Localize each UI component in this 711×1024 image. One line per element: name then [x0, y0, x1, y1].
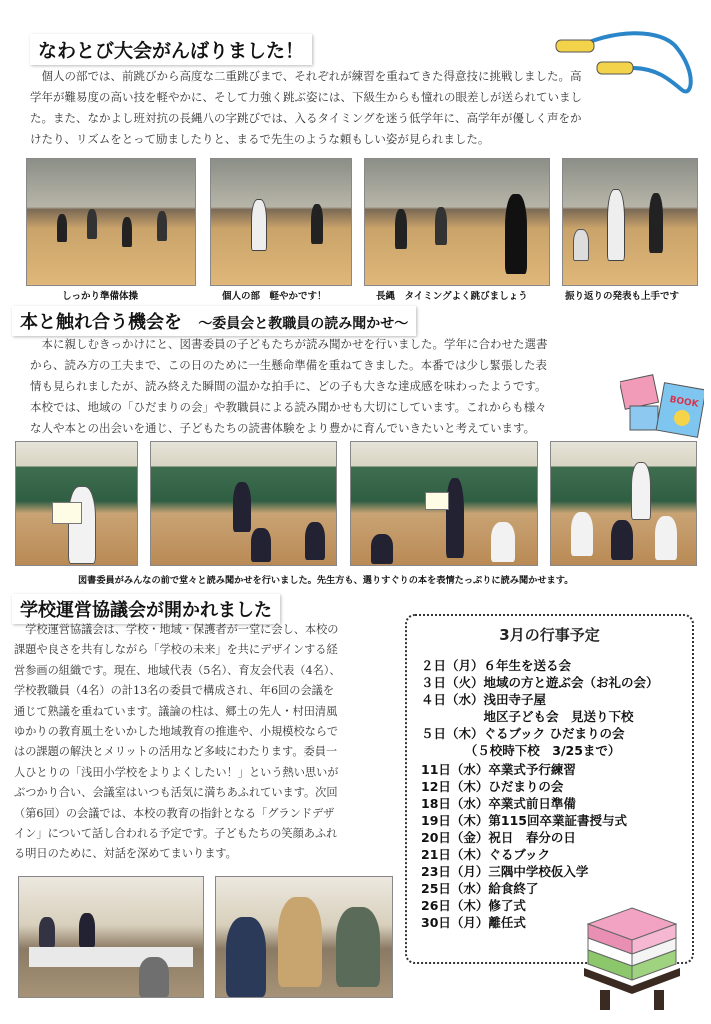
photo-council-meeting-1 — [18, 876, 204, 998]
photo-reflection — [562, 158, 698, 286]
schedule-row: ４日（水）浅田寺子屋 — [421, 692, 547, 707]
schedule-row: （５校時下校 3/25まで） — [421, 743, 621, 758]
section1-text: 個人の部では、前跳びから高度な二重跳びまで、それぞれが練習を重ねてきた得意技に挑戦しました。高 学年が難易度の高い技を軽やかに、そして力強く跳ぶ姿には、下級生からも憧れの眼差しが送られていまし た。また、なかよし班対抗の長縄八の字跳びでは、入るタイミングを迷う低学年に、高学年が優しく声をか けたり、リズムをとって励ましたりと、まるで先生のような頼もしい姿が見られました。 — [30, 69, 582, 146]
section2-text: 本に親しむきっかけにと、図書委員の子どもたちが読み聞かせを行いました。学年に合わせた選書 から、読み方の工夫まで、この日のために一生懸命準備を重ねてきました。本番では少し緊張した表 情も見られましたが、読み終えた瞬間の温かな拍手に、どの子も大きな達成感を味わったようです。 本校では、地域の「ひだまりの会」や教職員による読み聞かせも大切にしています。これからも様々 な人や本との出会いを通じ、子どもたちの読書体験をより豊かに育んでいきたいと考えています。 — [30, 337, 548, 435]
section2-title — [12, 306, 416, 336]
photo-council-meeting-2 — [215, 876, 393, 998]
schedule-row: 25日（水）給食終了 — [421, 881, 539, 896]
books-icon — [620, 368, 704, 438]
caption-individual: 個人の部 軽やかです！ — [222, 291, 327, 302]
schedule-row: 23日（月）三隅中学校仮入学 — [421, 864, 589, 879]
schedule-row: 地区子ども会 見送り下校 — [421, 709, 634, 724]
photo-library-reading-2 — [150, 441, 337, 566]
photo-teacher-reading — [550, 441, 697, 566]
photo-long-rope — [364, 158, 550, 286]
photo-library-reading-1 — [15, 441, 138, 566]
section2-subtitle: ～委員会と教職員の読み聞かせ～ — [198, 316, 409, 332]
schedule-row: 21日（木）ぐるブック — [421, 847, 551, 862]
caption-reflection: 振り返りの発表も上手です — [565, 291, 680, 302]
schedule-row: 18日（水）卒業式前日準備 — [421, 796, 576, 811]
section3-text: 学校運営協議会は、学校・地域・保護者が一堂に会し、本校の 課題や良さを共有しながら「学校の未来」を共にデザインする経 営参画の組織です。現在、地域代表（5名）、育友会代表（4名）、 学校教職員（4名）の計13名の委員で構成され、年6回の会議を 通じて熟議を重ねています。議論の柱は、郷土の先人・村田清風 ゆかりの教育風土をいかした地域教育の推進や、小規模校ならで はの課題の解決とメリットの活用など多岐にわたります。委員一 人ひとりの「浅田小学校をよりよくしたい！」という熱い思いが ぶつかり合い、会議室はいつも活気に満ちあふれています。次回 （第6回）の会議では、本校の教育の指針となる「グランドデザ イン」について話し合われる予定です。子どもたちの笑顔あふれ る明日のために、対話を深めてまいります。 — [14, 623, 341, 861]
books-icon-label: BOOK — [668, 394, 700, 410]
photo-individual — [210, 158, 352, 286]
schedule-row: 26日（木）修了式 — [421, 898, 526, 913]
schedule-title: 3月の行事予定 — [499, 626, 600, 644]
schedule-row: 12日（木）ひだまりの会 — [421, 779, 564, 794]
photo-library-reading-3 — [350, 441, 538, 566]
caption-warmup: しっかり準備体操 — [62, 291, 139, 302]
section3-title: 学校運営協議会が開かれました — [12, 594, 280, 624]
schedule-row: 11日（水）卒業式予行練習 — [421, 762, 576, 777]
hishimochi-icon — [576, 902, 688, 1014]
photo-warmup — [26, 158, 196, 286]
schedule-row: 19日（木）第115回卒業証書授与式 — [421, 813, 627, 828]
section1-title: なわとび大会がんばりました！ — [30, 34, 312, 65]
schedule-row: ２日（月）６年生を送る会 — [421, 658, 572, 673]
schedule-row: ５日（木）ぐるブック ひだまりの会 — [421, 726, 625, 741]
caption-long-rope: 長縄 タイミングよく跳びましょう — [376, 291, 528, 302]
caption-library-reading: 図書委員がみんなの前で堂々と読み聞かせを行いました。先生方も、選りすぐりの本を表情たっぷりに読み聞かせます。 — [78, 575, 574, 586]
schedule-row: 20日（金）祝日 春分の日 — [421, 830, 576, 845]
section2-title-main: 本と触れ合う機会を — [20, 312, 182, 333]
schedule-row: ３日（火）地域の方と遊ぶ会（お礼の会） — [421, 675, 659, 690]
schedule-row: 30日（月）離任式 — [421, 915, 526, 930]
